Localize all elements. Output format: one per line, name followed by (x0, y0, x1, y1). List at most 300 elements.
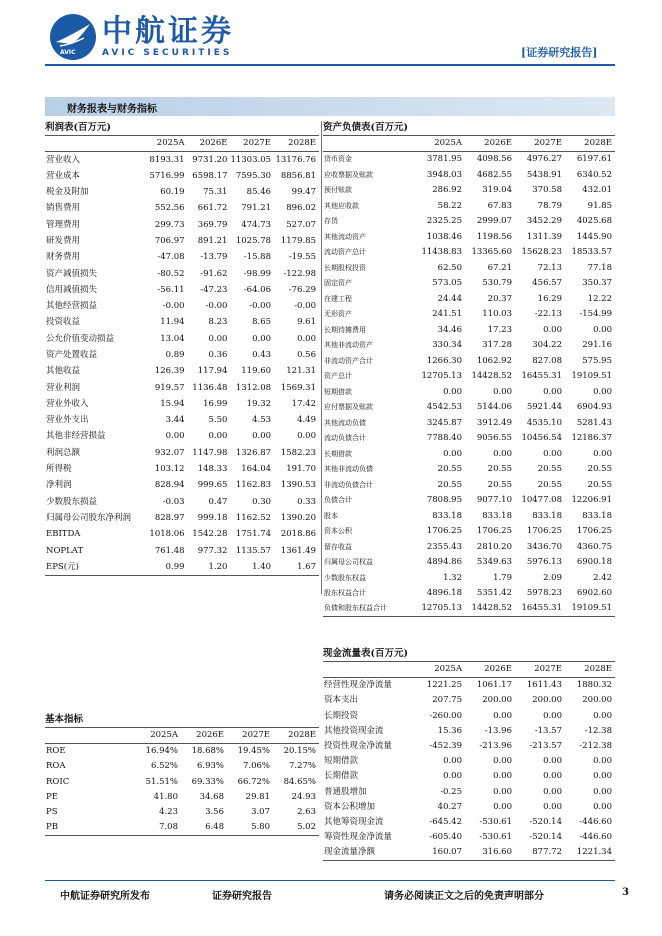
row-label: 利润总额 (46, 447, 81, 458)
table-row (323, 167, 615, 183)
value-cell: 20.55 (437, 479, 462, 490)
value-cell: 0.00 (208, 333, 228, 344)
table-row (45, 774, 319, 789)
header-blank-cell (323, 662, 415, 678)
value-cell: 40.27 (437, 801, 462, 812)
value-cell: 706.97 (154, 235, 185, 246)
table-row (323, 769, 615, 784)
value-cell: 19.45% (237, 746, 270, 757)
table-row (323, 493, 615, 509)
value-cell: 19109.51 (565, 601, 615, 617)
value-cell: 110.03 (482, 309, 512, 320)
row-label: 长期借款 (324, 449, 352, 458)
value-cell: 575.95 (582, 355, 612, 366)
row-label: PB (45, 820, 135, 836)
table-row (45, 282, 319, 298)
value-cell: 0.00 (443, 386, 462, 397)
row-label: 长期投资 (324, 710, 359, 721)
value-cell: 0.89 (165, 350, 185, 360)
value-cell: 5716.99 (149, 170, 185, 181)
value-cell: 34.68 (199, 791, 224, 802)
row-label: EPS(元) (45, 559, 145, 575)
row-label: PE (46, 791, 58, 802)
value-cell: 5349.63 (476, 557, 512, 568)
value-cell: 0.00 (593, 756, 612, 767)
value-cell: 4360.75 (576, 541, 612, 552)
table-row (323, 276, 615, 292)
row-label: 其他收益 (46, 366, 81, 377)
value-cell: 474.73 (241, 219, 272, 230)
value-cell: 6.48 (181, 820, 227, 836)
row-label: 负债和股东权益合计 (323, 601, 415, 617)
table-row (45, 478, 319, 494)
balance-sheet-table (323, 121, 615, 617)
section-title: 财务报表与财务指标 (67, 104, 157, 115)
table-row (45, 298, 319, 314)
value-cell: 16455.31 (521, 371, 562, 382)
table-row (323, 260, 615, 276)
table-row (45, 543, 319, 559)
value-cell: 5.50 (208, 415, 228, 426)
value-cell: 78.79 (537, 200, 562, 211)
value-cell: -213.96 (479, 740, 512, 751)
balance-sheet-title: 资产负债表(百万元) (323, 122, 408, 133)
row-label: 资本公积 (324, 527, 352, 536)
cash-flow-table-grid (323, 661, 615, 861)
value-cell: 833.18 (432, 510, 462, 521)
value-cell: 1311.39 (526, 231, 562, 242)
value-cell: 0.56 (297, 350, 316, 360)
value-cell: 919.57 (154, 382, 185, 393)
value-cell: 0.00 (493, 448, 512, 459)
value-cell: 4896.18 (426, 588, 462, 599)
table-row (45, 331, 319, 347)
row-label: 普通股增加 (324, 786, 367, 797)
column-divider (321, 121, 322, 594)
row-label: 负债合计 (324, 496, 352, 505)
year-header: 2028E (565, 136, 615, 152)
value-cell: 0.33 (297, 496, 316, 507)
table-row (323, 586, 615, 602)
value-cell: 1025.78 (235, 235, 272, 246)
table-row (323, 800, 615, 815)
value-cell: 12186.37 (571, 433, 612, 444)
row-label: 其他非流动负债 (324, 465, 373, 474)
value-cell: 7788.40 (426, 433, 462, 444)
value-cell: 164.04 (241, 464, 272, 475)
row-label: 应收票据及账款 (324, 170, 373, 179)
value-cell: 1147.98 (192, 447, 228, 458)
row-label: 信用减值损失 (46, 284, 98, 295)
table-row (45, 820, 319, 836)
row-label: 长期股权投资 (324, 263, 366, 272)
value-cell: 1136.48 (192, 382, 228, 393)
value-cell: -0.00 (249, 301, 272, 312)
value-cell: 0.00 (443, 756, 462, 767)
value-cell: 1198.56 (476, 231, 512, 242)
value-cell: 4894.86 (426, 557, 462, 568)
table-row (323, 724, 615, 739)
value-cell: 9.61 (297, 317, 316, 328)
value-cell: 999.18 (197, 512, 228, 523)
value-cell: -212.38 (579, 740, 612, 751)
table-row (45, 266, 319, 282)
value-cell: -76.29 (288, 284, 316, 295)
value-cell: 1.20 (188, 559, 231, 575)
value-cell: -0.00 (162, 301, 185, 312)
value-cell: 1361.49 (280, 545, 316, 556)
value-cell: 20.55 (587, 464, 612, 475)
row-label: 经营性现金净流量 (324, 680, 393, 691)
table-row (45, 744, 319, 760)
value-cell: 6340.52 (576, 169, 612, 180)
year-header: 2026E (181, 728, 227, 744)
table-row (323, 415, 615, 431)
value-cell: -0.00 (205, 301, 228, 312)
value-cell: 13176.76 (275, 154, 316, 165)
value-cell: 3.07 (251, 806, 270, 817)
value-cell: -12.38 (584, 725, 612, 736)
value-cell: 828.97 (154, 512, 185, 523)
balance-table-grid (323, 135, 615, 617)
value-cell: 8193.31 (149, 154, 185, 165)
table-row (45, 152, 319, 168)
value-cell: 5351.42 (476, 588, 512, 599)
row-label: 无形资产 (324, 310, 352, 319)
value-cell: 0.00 (593, 771, 612, 782)
value-cell: 16.94% (145, 746, 178, 757)
row-label: 营业利润 (46, 382, 81, 393)
value-cell: 148.33 (197, 464, 228, 475)
row-label: 短期借款 (324, 756, 359, 767)
value-cell: 0.00 (593, 801, 612, 812)
table-row (45, 790, 319, 805)
value-cell: 369.79 (197, 219, 228, 230)
value-cell: -22.13 (534, 309, 562, 320)
company-logo (50, 14, 234, 60)
value-cell: 833.18 (532, 510, 562, 521)
row-label: ROIC (46, 776, 70, 787)
value-cell: 119.60 (241, 366, 272, 377)
value-cell: 121.31 (286, 366, 316, 377)
table-row (323, 198, 615, 214)
cash-flow-table (323, 647, 615, 861)
value-cell: 11303.05 (230, 154, 272, 165)
row-label: 其他流动资产 (324, 232, 366, 241)
value-cell: 12705.13 (415, 601, 465, 617)
table-row (323, 555, 615, 571)
value-cell: 3245.87 (426, 417, 462, 428)
value-cell: 573.05 (432, 278, 462, 289)
table-row (45, 461, 319, 477)
row-label: 营业外支出 (46, 415, 89, 426)
row-label: 股本 (324, 511, 338, 520)
value-cell: 0.00 (493, 786, 512, 797)
value-cell: 20.37 (487, 293, 512, 304)
value-cell: 77.18 (587, 262, 612, 273)
value-cell: 0.00 (493, 710, 512, 721)
table-header-row (45, 728, 319, 744)
row-label: 非流动负债合计 (324, 480, 373, 489)
table-row (323, 338, 615, 354)
row-label: ROA (46, 761, 66, 772)
value-cell: -605.40 (429, 832, 462, 843)
value-cell: 200.00 (582, 695, 612, 706)
value-cell: -122.98 (283, 268, 316, 279)
value-cell: 4682.55 (476, 169, 512, 180)
table-header-row (45, 136, 319, 152)
table-row (45, 510, 319, 526)
value-cell: 1162.52 (235, 512, 272, 523)
value-cell: -0.25 (440, 786, 462, 797)
table-row (323, 678, 615, 694)
value-cell: 8.23 (208, 317, 228, 328)
value-cell: 5438.91 (526, 169, 562, 180)
value-cell: 299.73 (154, 219, 185, 230)
table-row (45, 201, 319, 217)
value-cell: 19109.51 (571, 371, 612, 382)
row-label: 股东权益合计 (324, 589, 366, 598)
value-cell: 3781.95 (426, 154, 462, 165)
table-row (45, 380, 319, 396)
row-label: 其他应收款 (324, 201, 359, 210)
value-cell: 6.52% (150, 761, 178, 772)
value-cell: 0.00 (493, 386, 512, 397)
row-label: 研发费用 (46, 235, 81, 246)
value-cell: 552.56 (154, 203, 185, 214)
table-row (45, 233, 319, 249)
header-blank-cell (323, 136, 415, 152)
value-cell: 5976.13 (526, 557, 562, 568)
value-cell: 2018.86 (280, 529, 316, 540)
value-cell: 1445.90 (576, 231, 612, 242)
value-cell: 1542.28 (192, 529, 228, 540)
value-cell: 0.00 (493, 756, 512, 767)
value-cell: 286.92 (432, 185, 462, 196)
value-cell: 14428.52 (471, 371, 512, 382)
value-cell: 29.81 (245, 791, 270, 802)
value-cell: -452.39 (429, 740, 462, 751)
value-cell: 3912.49 (476, 417, 512, 428)
table-row (323, 477, 615, 493)
value-cell: 20.15% (283, 746, 316, 757)
value-cell: 62.50 (437, 262, 462, 273)
year-header: 2028E (565, 662, 615, 678)
value-cell: 456.57 (532, 278, 562, 289)
value-cell: 291.16 (582, 340, 612, 351)
value-cell: 99.47 (291, 187, 316, 198)
row-label: 应付票据及账款 (324, 403, 373, 412)
value-cell: 7595.30 (235, 170, 272, 181)
value-cell: 0.00 (543, 324, 562, 335)
value-cell: 5281.43 (576, 417, 612, 428)
table-row (45, 494, 319, 510)
value-cell: 4.49 (297, 415, 316, 426)
value-cell: -80.52 (157, 268, 185, 279)
header-blank-cell (45, 728, 135, 744)
footer-publisher: 中航证券研究所发布 (60, 891, 150, 902)
value-cell: 60.19 (160, 187, 185, 198)
year-header: 2028E (274, 136, 319, 152)
table-row (323, 601, 615, 617)
value-cell: 0.00 (593, 386, 612, 397)
row-label: 在建工程 (324, 294, 352, 303)
value-cell: -98.99 (243, 268, 272, 279)
value-cell: 0.00 (297, 431, 316, 442)
row-label: 所得税 (46, 464, 72, 475)
value-cell: 67.83 (487, 200, 512, 211)
row-label: 非流动资产合计 (324, 356, 373, 365)
value-cell: 3452.29 (526, 216, 562, 227)
value-cell: 24.93 (291, 791, 316, 802)
table-row (323, 214, 615, 230)
year-header: 2027E (230, 136, 274, 152)
value-cell: 0.00 (297, 333, 316, 344)
value-cell: 20.55 (437, 464, 462, 475)
table-row (323, 508, 615, 524)
value-cell: 4535.10 (526, 417, 562, 428)
value-cell: 5921.44 (526, 402, 562, 413)
value-cell: 5.02 (273, 820, 319, 836)
value-cell: -446.60 (579, 816, 612, 827)
table-row (323, 845, 615, 861)
table-row (45, 217, 319, 233)
value-cell: -91.62 (200, 268, 228, 279)
cash-flow-title: 现金流量表(百万元) (323, 648, 408, 659)
row-label: 少数股东损益 (46, 496, 98, 507)
value-cell: -213.57 (529, 740, 562, 751)
value-cell: 11438.83 (421, 247, 462, 258)
value-cell: 85.46 (246, 187, 272, 198)
row-label: 货币资金 (324, 155, 352, 164)
row-label: 营业收入 (46, 154, 81, 165)
value-cell: 117.94 (197, 366, 228, 377)
row-label: ROE (46, 746, 66, 757)
table-header-row (323, 136, 615, 152)
value-cell: 1221.25 (426, 680, 462, 691)
table-row (323, 739, 615, 754)
value-cell: 877.72 (515, 845, 565, 861)
brand-name-en: AVIC SECURITIES (102, 48, 233, 58)
row-label: 净利润 (46, 480, 72, 491)
value-cell: -530.61 (479, 832, 512, 843)
value-cell: 350.37 (582, 278, 612, 289)
value-cell: 20.55 (487, 464, 512, 475)
year-header: 2025A (135, 728, 181, 744)
value-cell: 20.55 (537, 464, 562, 475)
value-cell: 1706.25 (476, 526, 512, 537)
value-cell: 66.72% (237, 776, 270, 787)
value-cell: -0.00 (294, 301, 316, 312)
value-cell: 126.39 (154, 366, 185, 377)
value-cell: 1706.25 (426, 526, 462, 537)
value-cell: 661.72 (197, 203, 228, 214)
value-cell: 1.40 (230, 559, 274, 575)
value-cell: 0.00 (493, 801, 512, 812)
table-row (323, 322, 615, 338)
value-cell: 0.00 (443, 771, 462, 782)
page-number: 3 (622, 887, 629, 898)
value-cell: 833.18 (582, 510, 612, 521)
table-row (323, 462, 615, 478)
value-cell: 1221.34 (565, 845, 615, 861)
value-cell: -446.60 (579, 832, 612, 843)
income-statement-table (45, 121, 319, 576)
value-cell: 317.28 (482, 340, 512, 351)
value-cell: 0.00 (593, 324, 612, 335)
value-cell: 10456.54 (521, 433, 562, 444)
row-label: 资产减值损失 (46, 268, 98, 279)
value-cell: 896.02 (286, 203, 316, 214)
value-cell: 1390.53 (280, 480, 316, 491)
value-cell: 932.07 (154, 447, 185, 458)
row-label: 流动负债合计 (324, 434, 366, 443)
value-cell: 1751.74 (235, 529, 272, 540)
key-ratios-table (45, 713, 319, 836)
value-cell: 84.65% (283, 776, 316, 787)
year-header: 2026E (465, 662, 515, 678)
table-row (323, 446, 615, 462)
value-cell: 1179.85 (280, 235, 316, 246)
table-row (323, 152, 615, 168)
value-cell: 0.00 (493, 771, 512, 782)
value-cell: 41.80 (153, 791, 178, 802)
value-cell: 791.21 (241, 203, 272, 214)
value-cell: 7808.95 (426, 495, 462, 506)
avic-plane-icon (50, 14, 96, 60)
value-cell: 5144.06 (476, 402, 512, 413)
row-label: 长期借款 (324, 771, 359, 782)
value-cell: 6900.18 (576, 557, 612, 568)
value-cell: 15.36 (437, 725, 462, 736)
year-header: 2027E (515, 662, 565, 678)
value-cell: 58.22 (437, 200, 462, 211)
value-cell: 10477.08 (521, 495, 562, 506)
table-row (45, 396, 319, 412)
row-label: 其他经营损益 (46, 301, 98, 312)
value-cell: 0.36 (208, 350, 228, 360)
value-cell: -13.57 (534, 725, 562, 736)
value-cell: 0.00 (543, 786, 562, 797)
table-row (323, 307, 615, 323)
value-cell: 5.80 (227, 820, 273, 836)
value-cell: 370.58 (532, 185, 562, 196)
table-row (323, 693, 615, 708)
row-label: 税金及附加 (46, 187, 89, 198)
value-cell: 316.60 (465, 845, 515, 861)
table-row (45, 559, 319, 575)
value-cell: 3.44 (165, 415, 185, 426)
row-label: 财务费用 (46, 252, 81, 263)
value-cell: 17.42 (291, 398, 316, 409)
value-cell: 1162.83 (235, 480, 272, 491)
year-header: 2026E (465, 136, 515, 152)
income-statement-title: 利润表(百万元) (45, 122, 111, 133)
footer-disclaimer: 请务必阅读正文之后的免责声明部分 (384, 891, 544, 902)
value-cell: 15628.23 (521, 247, 562, 258)
value-cell: 207.75 (432, 695, 462, 706)
row-label: 销售费用 (46, 203, 81, 214)
value-cell: 200.00 (482, 695, 512, 706)
value-cell: 0.47 (208, 496, 228, 507)
logo-mark-text: AVIC (60, 49, 76, 56)
value-cell: 0.00 (252, 431, 272, 442)
value-cell: -154.99 (579, 309, 612, 320)
value-cell: 833.18 (482, 510, 512, 521)
value-cell: 19.32 (246, 398, 272, 409)
row-label: 管理费用 (46, 219, 81, 230)
year-header: 2027E (227, 728, 273, 744)
